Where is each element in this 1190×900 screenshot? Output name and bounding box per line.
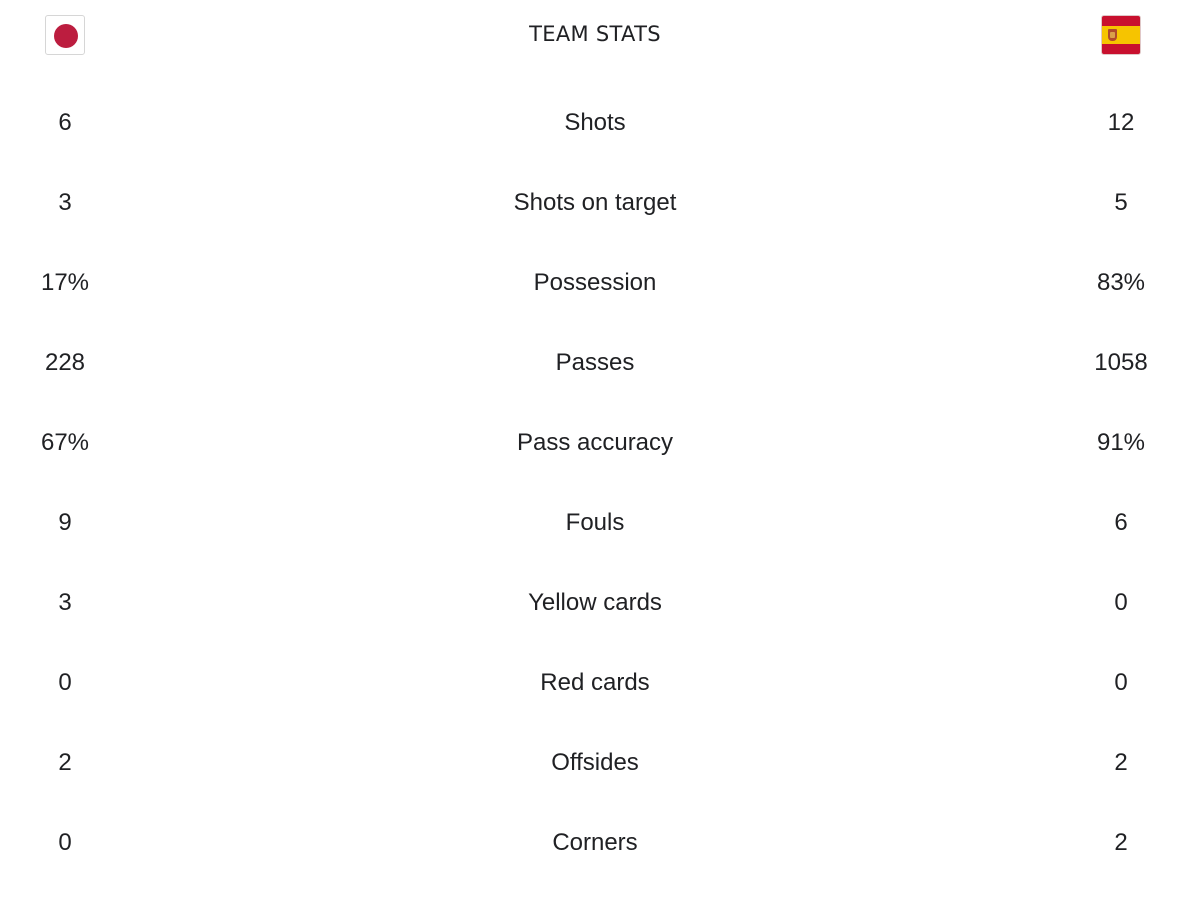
stat-label: Passes [555,349,635,376]
stat-label: Corners [552,829,638,856]
away-value: 83% [1096,269,1146,296]
stats-table [0,83,1190,883]
away-value: 91% [1096,429,1146,456]
home-value: 9 [58,509,72,536]
stat-label: Red cards [540,669,650,696]
away-value: 6 [1114,509,1128,536]
away-value: 2 [1114,829,1128,856]
team-stats-header [0,0,1190,70]
stat-row-shots [0,83,1190,163]
spain-flag-icon [1101,15,1141,55]
home-value: 0 [58,669,72,696]
stat-row-possession [0,243,1190,323]
home-value: 17% [40,269,90,296]
stat-row-red-cards [0,643,1190,723]
away-value: 1058 [1094,349,1148,376]
away-value: 5 [1114,189,1128,216]
stat-row-yellow-cards [0,563,1190,643]
away-value: 2 [1114,749,1128,776]
home-value: 6 [58,109,72,136]
stat-label: Pass accuracy [516,429,674,456]
home-value: 3 [58,589,72,616]
stat-row-shots-on-target [0,163,1190,243]
stat-label: Yellow cards [528,589,662,616]
away-value: 0 [1114,669,1128,696]
away-value: 0 [1114,589,1128,616]
stat-label: Shots [564,109,626,136]
stat-row-pass-accuracy [0,403,1190,483]
home-value: 67% [40,429,90,456]
stat-label: Possession [533,269,657,296]
stat-label: Offsides [551,749,639,776]
away-value: 12 [1107,109,1135,136]
home-value: 228 [44,349,86,376]
page-title: TEAM STATS [529,22,661,46]
stat-row-fouls [0,483,1190,563]
stat-row-offsides [0,723,1190,803]
stat-row-corners [0,803,1190,883]
stat-row-passes [0,323,1190,403]
home-value: 2 [58,749,72,776]
stat-label: Fouls [565,509,625,536]
home-value: 3 [58,189,72,216]
home-value: 0 [58,829,72,856]
stat-label: Shots on target [513,189,677,216]
